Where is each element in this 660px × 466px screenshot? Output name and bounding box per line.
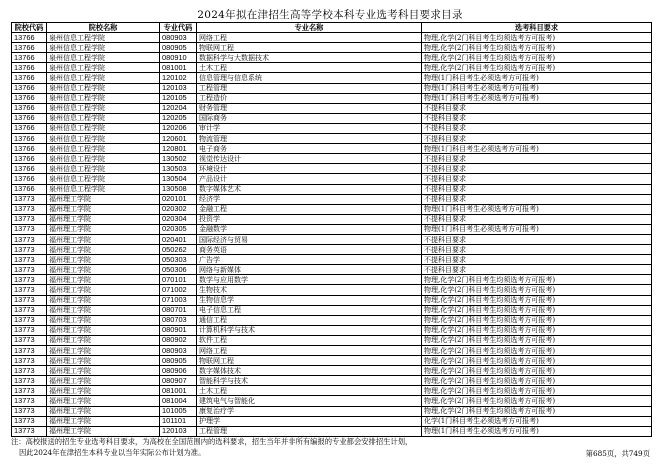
cell-major-code: 070101 <box>160 275 197 285</box>
table-row <box>12 325 652 335</box>
cell-school-name: 泉州信息工程学院 <box>47 43 160 53</box>
cell-requirement: 物理,化学(2门科目考生均须选考方可报考) <box>422 43 652 53</box>
cell-school-name: 福州理工学院 <box>47 356 160 366</box>
cell-school-name: 泉州信息工程学院 <box>47 63 160 73</box>
cell-requirement: 物理(1门科目考生必须选考方可报考) <box>422 144 652 154</box>
cell-major-code: 020302 <box>160 204 197 214</box>
cell-school-name: 泉州信息工程学院 <box>47 144 160 154</box>
table-row <box>12 174 652 184</box>
cell-major-name: 物联网工程 <box>197 356 422 366</box>
cell-school-code: 13773 <box>12 245 47 255</box>
cell-requirement: 不提科目要求 <box>422 214 652 224</box>
cell-school-name: 泉州信息工程学院 <box>47 53 160 63</box>
cell-school-name: 福州理工学院 <box>47 275 160 285</box>
cell-school-code: 13766 <box>12 43 47 53</box>
cell-major-code: 080905 <box>160 356 197 366</box>
cell-requirement: 不提科目要求 <box>422 154 652 164</box>
cell-requirement: 物理,化学(2门科目考生均须选考方可报考) <box>422 285 652 295</box>
cell-school-name: 泉州信息工程学院 <box>47 83 160 93</box>
cell-major-name: 视觉传达设计 <box>197 154 422 164</box>
cell-school-code: 13766 <box>12 93 47 103</box>
cell-school-name: 福州理工学院 <box>47 194 160 204</box>
table-row <box>12 275 652 285</box>
cell-major-name: 网络工程 <box>197 346 422 356</box>
cell-requirement: 不提科目要求 <box>422 103 652 113</box>
cell-school-code: 13773 <box>12 255 47 265</box>
cell-school-code: 13773 <box>12 285 47 295</box>
cell-major-code: 130502 <box>160 154 197 164</box>
cell-school-code: 13766 <box>12 113 47 123</box>
cell-major-code: 120205 <box>160 113 197 123</box>
table-row <box>12 426 652 436</box>
table-row <box>12 83 652 93</box>
cell-requirement: 物理,化学(2门科目考生均须选考方可报考) <box>422 335 652 345</box>
cell-major-name: 工程造价 <box>197 93 422 103</box>
header-major-code: 专业代码 <box>160 23 197 33</box>
cell-school-code: 13766 <box>12 134 47 144</box>
cell-requirement: 不提科目要求 <box>422 255 652 265</box>
cell-major-name: 生物技术 <box>197 285 422 295</box>
cell-school-code: 13766 <box>12 164 47 174</box>
cell-school-code: 13773 <box>12 426 47 436</box>
cell-school-name: 福州理工学院 <box>47 396 160 406</box>
table-row <box>12 356 652 366</box>
table-row <box>12 396 652 406</box>
cell-school-name: 福州理工学院 <box>47 255 160 265</box>
table-row <box>12 265 652 275</box>
cell-major-name: 金融工程 <box>197 204 422 214</box>
cell-major-code: 080701 <box>160 305 197 315</box>
cell-major-code: 120102 <box>160 73 197 83</box>
table-row <box>12 164 652 174</box>
cell-requirement: 物理(1门科目考生必须选考方可报考) <box>422 73 652 83</box>
cell-school-name: 福州理工学院 <box>47 325 160 335</box>
cell-major-code: 120601 <box>160 134 197 144</box>
table-row <box>12 184 652 194</box>
cell-major-code: 080903 <box>160 346 197 356</box>
cell-major-code: 080905 <box>160 43 197 53</box>
cell-requirement: 物理,化学(2门科目考生均须选考方可报考) <box>422 366 652 376</box>
cell-major-name: 工程管理 <box>197 426 422 436</box>
table-row <box>12 103 652 113</box>
cell-school-code: 13773 <box>12 194 47 204</box>
cell-major-code: 050262 <box>160 245 197 255</box>
cell-major-code: 020305 <box>160 224 197 234</box>
cell-requirement: 不提科目要求 <box>422 113 652 123</box>
cell-school-name: 福州理工学院 <box>47 234 160 244</box>
table-row <box>12 376 652 386</box>
cell-school-code: 13773 <box>12 275 47 285</box>
cell-major-code: 101005 <box>160 406 197 416</box>
cell-requirement: 物理,化学(2门科目考生均须选考方可报考) <box>422 356 652 366</box>
cell-school-name: 泉州信息工程学院 <box>47 33 160 43</box>
table-row <box>12 406 652 416</box>
cell-school-code: 13773 <box>12 325 47 335</box>
cell-major-code: 080703 <box>160 315 197 325</box>
cell-requirement: 物理,化学(2门科目考生均须选考方可报考) <box>422 386 652 396</box>
cell-major-name: 土木工程 <box>197 386 422 396</box>
cell-school-code: 13766 <box>12 144 47 154</box>
cell-major-name: 网络工程 <box>197 33 422 43</box>
table-row <box>12 335 652 345</box>
cell-school-name: 福州理工学院 <box>47 376 160 386</box>
cell-school-code: 13766 <box>12 184 47 194</box>
cell-major-code: 081001 <box>160 386 197 396</box>
cell-requirement: 不提科目要求 <box>422 134 652 144</box>
table-row <box>12 43 652 53</box>
cell-school-name: 福州理工学院 <box>47 224 160 234</box>
cell-school-name: 福州理工学院 <box>47 406 160 416</box>
cell-school-name: 泉州信息工程学院 <box>47 123 160 133</box>
cell-requirement: 不提科目要求 <box>422 245 652 255</box>
table-row <box>12 295 652 305</box>
cell-requirement: 物理,化学(2门科目考生均须选考方可报考) <box>422 376 652 386</box>
cell-requirement: 不提科目要求 <box>422 194 652 204</box>
table-row <box>12 224 652 234</box>
cell-major-code: 080907 <box>160 376 197 386</box>
cell-requirement: 不提科目要求 <box>422 174 652 184</box>
cell-school-name: 福州理工学院 <box>47 366 160 376</box>
table-row <box>12 214 652 224</box>
cell-school-name: 泉州信息工程学院 <box>47 93 160 103</box>
cell-major-name: 数字媒体技术 <box>197 366 422 376</box>
table-row <box>12 245 652 255</box>
cell-major-name: 环境设计 <box>197 164 422 174</box>
cell-school-code: 13773 <box>12 335 47 345</box>
page-number: 第685页，共749页 <box>585 449 650 458</box>
table-row <box>12 93 652 103</box>
table-row <box>12 315 652 325</box>
cell-school-code: 13773 <box>12 416 47 426</box>
cell-school-code: 13766 <box>12 83 47 93</box>
cell-major-code: 080902 <box>160 335 197 345</box>
cell-major-name: 网络与新媒体 <box>197 265 422 275</box>
cell-major-name: 软件工程 <box>197 335 422 345</box>
cell-major-name: 电子商务 <box>197 144 422 154</box>
table-row <box>12 63 652 73</box>
cell-major-code: 050306 <box>160 265 197 275</box>
cell-requirement: 物理,化学(2门科目考生均须选考方可报考) <box>422 346 652 356</box>
cell-major-name: 数据科学与大数据技术 <box>197 53 422 63</box>
cell-major-code: 080901 <box>160 325 197 335</box>
cell-major-name: 智能科学与技术 <box>197 376 422 386</box>
table-row <box>12 204 652 214</box>
cell-school-name: 福州理工学院 <box>47 426 160 436</box>
table-header-row <box>12 23 652 33</box>
cell-school-code: 13773 <box>12 346 47 356</box>
cell-major-name: 经济学 <box>197 194 422 204</box>
cell-school-code: 13773 <box>12 295 47 305</box>
cell-requirement: 物理,化学(2门科目考生均须选考方可报考) <box>422 406 652 416</box>
cell-school-code: 13766 <box>12 63 47 73</box>
header-school-name: 院校名称 <box>47 23 160 33</box>
cell-major-code: 130504 <box>160 174 197 184</box>
cell-major-code: 080906 <box>160 366 197 376</box>
cell-major-code: 081004 <box>160 396 197 406</box>
cell-school-name: 泉州信息工程学院 <box>47 164 160 174</box>
cell-major-name: 广告学 <box>197 255 422 265</box>
header-requirement: 选考科目要求 <box>422 23 652 33</box>
cell-major-name: 金融数学 <box>197 224 422 234</box>
cell-school-code: 13773 <box>12 315 47 325</box>
table-row <box>12 285 652 295</box>
cell-requirement: 物理(1门科目考生必须选考方可报考) <box>422 224 652 234</box>
cell-major-name: 财务管理 <box>197 103 422 113</box>
cell-school-name: 福州理工学院 <box>47 245 160 255</box>
cell-major-name: 数字媒体艺术 <box>197 184 422 194</box>
footnote <box>11 436 412 458</box>
cell-major-code: 120105 <box>160 93 197 103</box>
table-row <box>12 53 652 63</box>
cell-major-code: 130503 <box>160 164 197 174</box>
requirements-table <box>11 22 652 437</box>
cell-school-code: 13773 <box>12 234 47 244</box>
document-title: 2024年拟在津招生高等学校本科专业选考科目要求目录 <box>197 9 463 21</box>
cell-school-name: 泉州信息工程学院 <box>47 184 160 194</box>
cell-major-name: 物联网工程 <box>197 43 422 53</box>
cell-major-code: 050303 <box>160 255 197 265</box>
cell-major-name: 工程管理 <box>197 83 422 93</box>
table-row <box>12 194 652 204</box>
cell-school-code: 13773 <box>12 214 47 224</box>
table-row <box>12 234 652 244</box>
cell-school-name: 福州理工学院 <box>47 265 160 275</box>
cell-school-code: 13766 <box>12 73 47 83</box>
cell-school-code: 13766 <box>12 123 47 133</box>
table-row <box>12 346 652 356</box>
cell-school-code: 13766 <box>12 53 47 63</box>
cell-school-code: 13766 <box>12 33 47 43</box>
cell-school-code: 13773 <box>12 305 47 315</box>
cell-requirement: 物理(1门科目考生必须选考方可报考) <box>422 204 652 214</box>
cell-requirement: 物理(1门科目考生必须选考方可报考) <box>422 426 652 436</box>
cell-major-name: 计算机科学与技术 <box>197 325 422 335</box>
table-row <box>12 144 652 154</box>
cell-school-code: 13773 <box>12 356 47 366</box>
cell-major-name: 建筑电气与智能化 <box>197 396 422 406</box>
cell-requirement: 不提科目要求 <box>422 234 652 244</box>
cell-requirement: 物理,化学(2门科目考生均须选考方可报考) <box>422 315 652 325</box>
cell-requirement: 物理,化学(2门科目考生均须选考方可报考) <box>422 305 652 315</box>
cell-major-name: 投资学 <box>197 214 422 224</box>
cell-requirement: 化学(1门科目考生必须选考方可报考) <box>422 416 652 426</box>
cell-major-code: 120206 <box>160 123 197 133</box>
cell-requirement: 物理(1门科目考生必须选考方可报考) <box>422 93 652 103</box>
cell-major-name: 国际商务 <box>197 113 422 123</box>
cell-requirement: 不提科目要求 <box>422 164 652 174</box>
cell-major-code: 081001 <box>160 63 197 73</box>
table-row <box>12 416 652 426</box>
cell-major-code: 020101 <box>160 194 197 204</box>
cell-major-code: 101101 <box>160 416 197 426</box>
cell-school-name: 泉州信息工程学院 <box>47 103 160 113</box>
table-row <box>12 134 652 144</box>
table-row <box>12 33 652 43</box>
cell-school-name: 泉州信息工程学院 <box>47 73 160 83</box>
cell-major-name: 国际经济与贸易 <box>197 234 422 244</box>
table-row <box>12 154 652 164</box>
cell-major-code: 120801 <box>160 144 197 154</box>
cell-school-code: 13773 <box>12 366 47 376</box>
cell-major-name: 康复治疗学 <box>197 406 422 416</box>
cell-school-name: 福州理工学院 <box>47 305 160 315</box>
cell-major-code: 020401 <box>160 234 197 244</box>
cell-major-name: 通信工程 <box>197 315 422 325</box>
cell-major-name: 信息管理与信息系统 <box>197 73 422 83</box>
cell-requirement: 不提科目要求 <box>422 123 652 133</box>
cell-major-name: 数学与应用数学 <box>197 275 422 285</box>
cell-school-name: 福州理工学院 <box>47 416 160 426</box>
cell-major-code: 120103 <box>160 426 197 436</box>
cell-major-code: 080910 <box>160 53 197 63</box>
cell-school-name: 泉州信息工程学院 <box>47 174 160 184</box>
cell-school-code: 13773 <box>12 265 47 275</box>
cell-school-name: 福州理工学院 <box>47 315 160 325</box>
cell-school-code: 13766 <box>12 154 47 164</box>
cell-major-name: 审计学 <box>197 123 422 133</box>
cell-school-code: 13773 <box>12 406 47 416</box>
cell-major-code: 120204 <box>160 103 197 113</box>
footnote-line-2: 因此2024年在津招生本科专业以当年实际公布计划为准。 <box>19 448 206 457</box>
cell-major-name: 商务英语 <box>197 245 422 255</box>
cell-school-name: 福州理工学院 <box>47 285 160 295</box>
table-row <box>12 366 652 376</box>
cell-requirement: 物理,化学(2门科目考生均须选考方可报考) <box>422 53 652 63</box>
cell-school-name: 泉州信息工程学院 <box>47 134 160 144</box>
cell-school-name: 福州理工学院 <box>47 335 160 345</box>
cell-major-name: 生物信息学 <box>197 295 422 305</box>
cell-major-name: 护理学 <box>197 416 422 426</box>
cell-school-code: 13773 <box>12 396 47 406</box>
cell-school-name: 泉州信息工程学院 <box>47 154 160 164</box>
cell-requirement: 物理,化学(2门科目考生均须选考方可报考) <box>422 275 652 285</box>
cell-requirement: 物理,化学(2门科目考生均须选考方可报考) <box>422 295 652 305</box>
cell-major-name: 产品设计 <box>197 174 422 184</box>
cell-major-code: 120103 <box>160 83 197 93</box>
cell-school-name: 福州理工学院 <box>47 214 160 224</box>
cell-major-name: 电子信息工程 <box>197 305 422 315</box>
cell-school-name: 泉州信息工程学院 <box>47 113 160 123</box>
cell-requirement: 物理,化学(2门科目考生均须选考方可报考) <box>422 63 652 73</box>
cell-school-code: 13773 <box>12 386 47 396</box>
cell-major-code: 130508 <box>160 184 197 194</box>
cell-requirement: 物理,化学(2门科目考生均须选考方可报考) <box>422 396 652 406</box>
cell-requirement: 物理(1门科目考生必须选考方可报考) <box>422 83 652 93</box>
cell-school-name: 福州理工学院 <box>47 295 160 305</box>
cell-school-code: 13766 <box>12 103 47 113</box>
cell-requirement: 不提科目要求 <box>422 265 652 275</box>
cell-school-name: 福州理工学院 <box>47 346 160 356</box>
table-row <box>12 255 652 265</box>
table-row <box>12 73 652 83</box>
cell-school-code: 13773 <box>12 204 47 214</box>
cell-major-code: 071003 <box>160 295 197 305</box>
cell-school-code: 13773 <box>12 376 47 386</box>
cell-school-name: 福州理工学院 <box>47 386 160 396</box>
table-row <box>12 386 652 396</box>
cell-school-code: 13766 <box>12 174 47 184</box>
footnote-line-1: 注：高校报送的招生专业选考科目要求，为高校在全国范围内的选科要求，招生当年并非所有编报的专业都会安排招生计划， <box>11 437 413 446</box>
table-row <box>12 123 652 133</box>
header-school-code: 院校代码 <box>12 23 47 33</box>
cell-major-code: 071002 <box>160 285 197 295</box>
table-row <box>12 113 652 123</box>
header-major-name: 专业名称 <box>197 23 422 33</box>
cell-requirement: 物理,化学(2门科目考生均须选考方可报考) <box>422 33 652 43</box>
cell-school-code: 13773 <box>12 224 47 234</box>
cell-major-name: 土木工程 <box>197 63 422 73</box>
cell-major-code: 080903 <box>160 33 197 43</box>
cell-major-code: 020304 <box>160 214 197 224</box>
cell-requirement: 物理,化学(2门科目考生均须选考方可报考) <box>422 325 652 335</box>
cell-requirement: 不提科目要求 <box>422 184 652 194</box>
table-row <box>12 305 652 315</box>
cell-school-name: 福州理工学院 <box>47 204 160 214</box>
cell-major-name: 物流管理 <box>197 134 422 144</box>
